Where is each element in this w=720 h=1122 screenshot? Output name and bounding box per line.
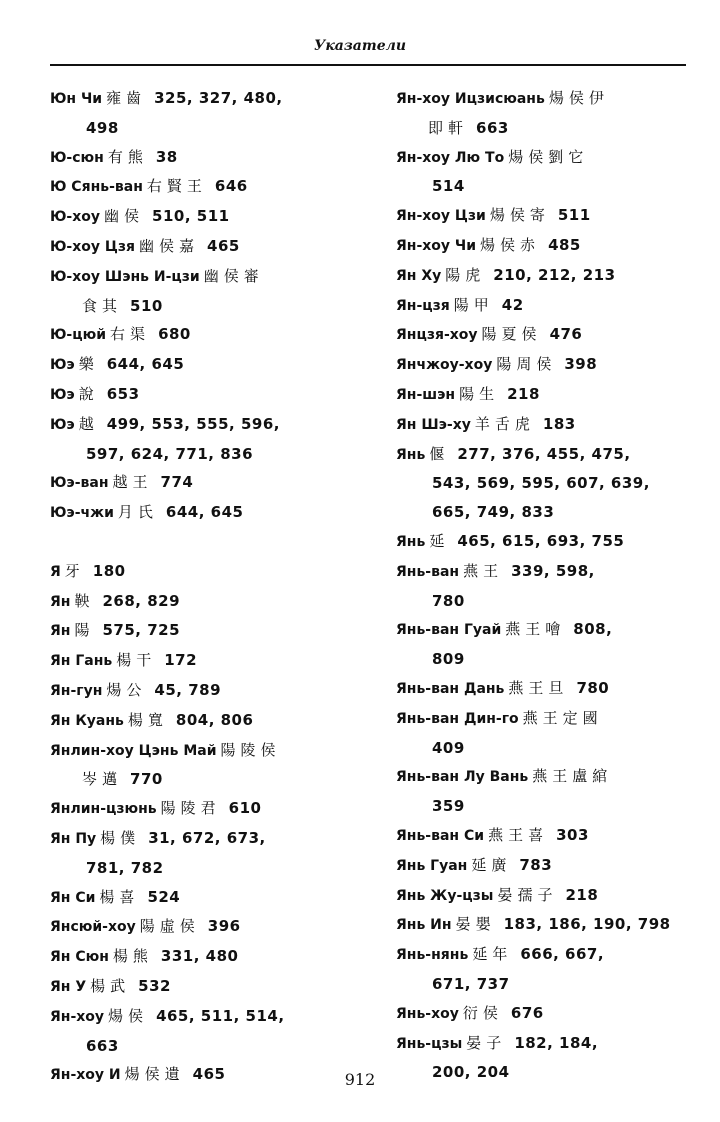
entry-name: Ю-хоу [50, 209, 101, 226]
entry-name: Ян-хоу [50, 1008, 105, 1025]
entry-name: Ян Гань [50, 653, 113, 670]
entry-pages-cont: 665, 749, 833 [432, 503, 555, 522]
entry-characters: 越 [78, 414, 99, 433]
index-entry [50, 824, 350, 883]
entry-name: Янь-нянь [396, 947, 469, 964]
entry-characters: 晏孺子 [497, 885, 558, 904]
index-entry [396, 704, 696, 763]
entry-pages: 465 [207, 236, 240, 255]
entry-name: Юэ-ван [50, 475, 109, 492]
index-entry [50, 202, 350, 232]
entry-name: Юэ [50, 416, 75, 433]
entry-characters: 燕王噲 [505, 620, 566, 639]
entry-pages: 666, 667, [520, 945, 605, 964]
entry-pages: 31, 672, 673, [148, 828, 266, 847]
entry-name: Янь-ван Лу Вань [396, 769, 529, 786]
entry-characters: 煬侯 [108, 1006, 149, 1025]
entry-name: Ян [50, 623, 71, 640]
index-entry [50, 232, 350, 262]
index-entry [396, 881, 696, 911]
entry-name: Ян-хоу Лю То [396, 149, 505, 166]
index-entry [50, 616, 350, 646]
entry-continuation [50, 765, 350, 794]
index-entry [50, 736, 350, 795]
index-entry [50, 468, 350, 498]
entry-name: Ю-сюн [50, 149, 104, 166]
entry-pages: 183 [542, 414, 576, 433]
entry-name: Ян-хоу И [50, 1067, 121, 1084]
entry-characters: 陽陵侯 [220, 740, 281, 759]
entry-pages: 303 [556, 825, 589, 844]
entry-name: Янлин-цзюнь [50, 801, 157, 818]
entry-characters: 羊舌虎 [474, 414, 535, 433]
index-entry [50, 320, 350, 350]
entry-continuation [396, 469, 696, 498]
entry-pages: 610 [228, 799, 262, 818]
index-entry [396, 910, 696, 940]
entry-continuation [50, 854, 350, 883]
entry-pages: 268, 829 [102, 591, 181, 610]
index-entry [396, 231, 696, 261]
index-entry [50, 350, 350, 380]
entry-pages: 396 [207, 917, 241, 936]
index-entry [396, 851, 696, 881]
entry-name: Янчжоу-хоу [396, 357, 493, 374]
entry-pages: 38 [155, 147, 178, 166]
entry-characters: 右渠 [110, 325, 151, 344]
entry-pages: 780 [576, 678, 610, 697]
entry-pages: 476 [549, 325, 583, 344]
entry-characters: 幽侯 [104, 207, 145, 226]
entry-name: Янь Гуан [396, 857, 468, 874]
entry-name: Ян-гун [50, 682, 103, 699]
entry-characters: 陽陵君 [160, 799, 221, 818]
entry-pages: 210, 212, 213 [493, 265, 616, 284]
index-entry [396, 410, 696, 440]
entry-pages: 485 [548, 235, 581, 254]
index-entry [396, 615, 696, 674]
running-head: Указатели [313, 38, 407, 54]
entry-pages: 398 [564, 355, 598, 374]
index-entry [50, 972, 350, 1002]
entry-pages: 218 [565, 885, 599, 904]
entry-characters: 雍齒 [106, 89, 147, 107]
entry-characters: 燕王 [463, 561, 504, 580]
entry-continuation [396, 970, 696, 999]
entry-characters: 煬侯劉它 [508, 147, 589, 166]
entry-pages: 339, 598, [511, 561, 595, 580]
entry-characters: 楊武 [90, 976, 131, 995]
index-entry [50, 1002, 350, 1061]
index-entry [396, 84, 696, 143]
entry-pages-cont: 510 [130, 296, 163, 315]
entry-characters: 偃 [429, 444, 450, 463]
index-entry [396, 762, 696, 821]
entry-pages-cont: 671, 737 [432, 974, 510, 993]
entry-characters: 楊熊 [112, 947, 153, 966]
entry-characters: 楊僕 [100, 828, 141, 847]
entry-name: Юэ [50, 386, 75, 403]
section-gap [50, 528, 350, 557]
entry-pages: 646 [214, 177, 248, 196]
entry-pages-cont: 770 [130, 770, 163, 789]
entry-name: Ян Ху [396, 267, 442, 284]
entry-name: Юэ-чжи [50, 505, 114, 522]
entry-pages: 510, 511 [152, 207, 230, 226]
entry-pages-cont: 663 [476, 118, 509, 137]
entry-name: Янь [396, 446, 426, 463]
entry-pages: 277, 376, 455, 475, [457, 444, 631, 463]
entry-name: Ян Си [50, 889, 96, 906]
entry-name: Ю Сянь-ван [50, 179, 143, 196]
index-entry [50, 172, 350, 202]
entry-characters: 煬侯遺 [124, 1065, 185, 1084]
entry-continuation [50, 440, 350, 469]
entry-characters: 延廣 [471, 855, 512, 874]
entry-pages: 218 [507, 384, 540, 403]
entry-pages: 774 [160, 473, 194, 492]
entry-pages: 465, 511, 514, [156, 1006, 285, 1025]
index-entry [50, 143, 350, 173]
entry-characters: 煬公 [106, 680, 147, 699]
entry-characters: 鞅 [74, 591, 95, 610]
entry-pages: 676 [510, 1003, 544, 1022]
index-entry [50, 262, 350, 321]
entry-pages: 183, 186, 190, 798 [503, 915, 671, 934]
entry-characters: 越王 [112, 473, 153, 492]
entry-continuation [50, 1032, 350, 1061]
index-entry [396, 674, 696, 704]
entry-name: Ю-хоу Цзя [50, 238, 136, 255]
entry-continuation [396, 498, 696, 527]
entry-characters: 樂 [78, 355, 99, 374]
entry-characters: 晏嬰 [455, 915, 496, 934]
entry-pages-cont: 409 [432, 738, 465, 757]
entry-pages: 465, 615, 693, 755 [457, 531, 625, 550]
index-entry [396, 350, 696, 380]
entry-name: Ян-хоу Цзи [396, 208, 486, 225]
entry-name: Янь-ван Дань [396, 680, 505, 697]
entry-characters: 牙 [64, 561, 85, 580]
entry-characters: 陽虎 [445, 265, 486, 284]
entry-continuation [50, 114, 350, 143]
index-entry [396, 999, 696, 1029]
entry-pages-cont: 200, 204 [432, 1063, 510, 1082]
entry-pages-cont: 359 [432, 797, 465, 816]
entry-pages: 808, [573, 620, 613, 639]
index-entry [50, 84, 350, 143]
index-entry [396, 143, 696, 202]
index-entry [396, 527, 696, 557]
entry-characters: 說 [78, 384, 99, 403]
entry-name: Ян-шэн [396, 386, 456, 403]
entry-name: Ян Шэ-ху [396, 416, 471, 433]
entry-name: Ян [50, 593, 71, 610]
entry-name: Янь-ван Си [396, 827, 485, 844]
entry-pages: 499, 553, 555, 596, [106, 414, 280, 433]
entry-continuation [396, 792, 696, 821]
entry-name: Янсюй-хоу [50, 919, 136, 936]
index-entry [50, 646, 350, 676]
index-entry [396, 261, 696, 291]
entry-pages: 644, 645 [106, 355, 185, 374]
index-column-left [50, 84, 350, 1090]
entry-characters: 延 [429, 531, 450, 550]
entry-pages-cont: 780 [432, 591, 465, 610]
entry-characters: 陽夏侯 [481, 325, 542, 344]
entry-pages: 644, 645 [165, 503, 244, 522]
entry-name: Я [50, 563, 61, 580]
index-entry [50, 912, 350, 942]
entry-characters: 陽甲 [453, 295, 494, 314]
index-entry [396, 201, 696, 231]
entry-characters: 有熊 [107, 147, 148, 166]
entry-characters-cont: 即軒 [428, 118, 469, 137]
entry-characters: 楊喜 [99, 887, 140, 906]
entry-pages-cont: 781, 782 [86, 858, 164, 877]
entry-characters: 燕王定國 [522, 708, 603, 727]
entry-continuation [396, 114, 696, 143]
entry-name: Ян Куань [50, 712, 124, 729]
index-entry [396, 380, 696, 410]
entry-name: Янь-ван Гуай [396, 622, 502, 639]
entry-characters: 陽虛侯 [139, 917, 200, 936]
entry-characters: 陽生 [459, 384, 500, 403]
entry-name: Юэ [50, 357, 75, 374]
entry-pages: 182, 184, [514, 1033, 599, 1052]
header-rule [50, 64, 686, 66]
entry-characters-cont: 食其 [82, 296, 123, 315]
index-entry [50, 676, 350, 706]
entry-name: Янь-хоу [396, 1005, 459, 1022]
index-entry [50, 587, 350, 617]
entry-name: Янлин-хоу Цэнь Май [50, 742, 217, 759]
entry-pages: 783 [519, 855, 553, 874]
entry-name: Ю-хоу Шэнь И-цзи [50, 268, 200, 285]
entry-characters: 燕王旦 [508, 678, 569, 697]
entry-characters: 燕王喜 [488, 825, 549, 844]
entry-characters: 楊干 [116, 651, 157, 670]
entry-continuation [396, 734, 696, 763]
entry-pages-cont: 809 [432, 650, 465, 669]
entry-characters: 月氏 [117, 503, 158, 522]
entry-name: Янь Жу-цзы [396, 887, 494, 904]
entry-pages: 331, 480 [160, 947, 239, 966]
entry-continuation [396, 172, 696, 201]
entry-characters: 晏子 [466, 1033, 507, 1052]
entry-characters: 煬侯伊 [548, 89, 609, 107]
index-entry [50, 942, 350, 972]
entry-name: Ян У [50, 978, 87, 995]
entry-name: Ян-хоу Чи [396, 237, 477, 254]
entry-name: Янь-ван Дин-го [396, 710, 519, 727]
entry-pages-cont: 543, 569, 595, 607, 639, [432, 474, 650, 493]
entry-characters: 延年 [472, 945, 513, 964]
entry-pages: 653 [106, 384, 140, 403]
index-entry [50, 557, 350, 587]
index-entry [396, 557, 696, 616]
index-entry [396, 320, 696, 350]
index-entry [50, 498, 350, 528]
entry-pages: 465 [192, 1065, 226, 1084]
entry-continuation [396, 645, 696, 674]
entry-characters: 幽侯審 [203, 266, 264, 285]
index-entry [396, 440, 696, 527]
entry-pages: 575, 725 [102, 621, 181, 640]
index-entry [50, 706, 350, 736]
entry-name: Янь-ван [396, 563, 460, 580]
page-number: 912 [344, 1070, 376, 1089]
index-entry [396, 940, 696, 999]
entry-pages: 325, 327, 480, [154, 89, 283, 107]
entry-characters: 陽 [74, 621, 95, 640]
entry-pages: 804, 806 [175, 710, 254, 729]
entry-characters: 煬侯寄 [489, 206, 550, 225]
entry-name: Янь [396, 533, 426, 550]
entry-name: Янь-цзы [396, 1035, 463, 1052]
entry-name: Юн Чи [50, 91, 103, 107]
entry-characters: 右賢王 [146, 177, 207, 196]
entry-pages: 45, 789 [154, 680, 222, 699]
entry-continuation [396, 587, 696, 616]
entry-characters: 衍侯 [462, 1003, 503, 1022]
entry-name: Ян-хоу Ицзисюань [396, 91, 545, 107]
entry-pages: 524 [147, 887, 181, 906]
index-entry [50, 410, 350, 469]
entry-pages: 42 [501, 295, 524, 314]
entry-characters: 煬侯赤 [480, 235, 541, 254]
entry-name: Ян-цзя [396, 297, 450, 314]
entry-characters: 燕王盧綰 [532, 767, 613, 786]
entry-pages: 180 [92, 561, 126, 580]
entry-pages: 680 [158, 325, 191, 344]
entry-continuation [50, 292, 350, 321]
entry-characters: 幽侯嘉 [139, 236, 200, 255]
index-entry [50, 883, 350, 913]
entry-pages-cont: 597, 624, 771, 836 [86, 444, 254, 463]
entry-characters: 陽周侯 [496, 355, 557, 374]
entry-name: Янь Ин [396, 917, 452, 934]
entry-characters-cont: 岑邁 [82, 770, 123, 789]
entry-name: Ю-цюй [50, 327, 107, 344]
entry-name: Ян Пу [50, 830, 97, 847]
entry-characters: 楊寬 [127, 710, 168, 729]
entry-pages-cont: 514 [432, 177, 465, 196]
index-entry [396, 821, 696, 851]
index-entry [50, 794, 350, 824]
entry-name: Ян Сюн [50, 949, 109, 966]
index-entry [50, 380, 350, 410]
entry-pages-cont: 663 [86, 1036, 119, 1055]
entry-pages: 511 [557, 206, 591, 225]
index-entry [396, 291, 696, 321]
entry-name: Янцзя-хоу [396, 327, 478, 344]
index-column-right [396, 84, 696, 1087]
entry-pages: 172 [164, 651, 198, 670]
entry-pages-cont: 498 [86, 118, 119, 137]
entry-pages: 532 [138, 976, 171, 995]
